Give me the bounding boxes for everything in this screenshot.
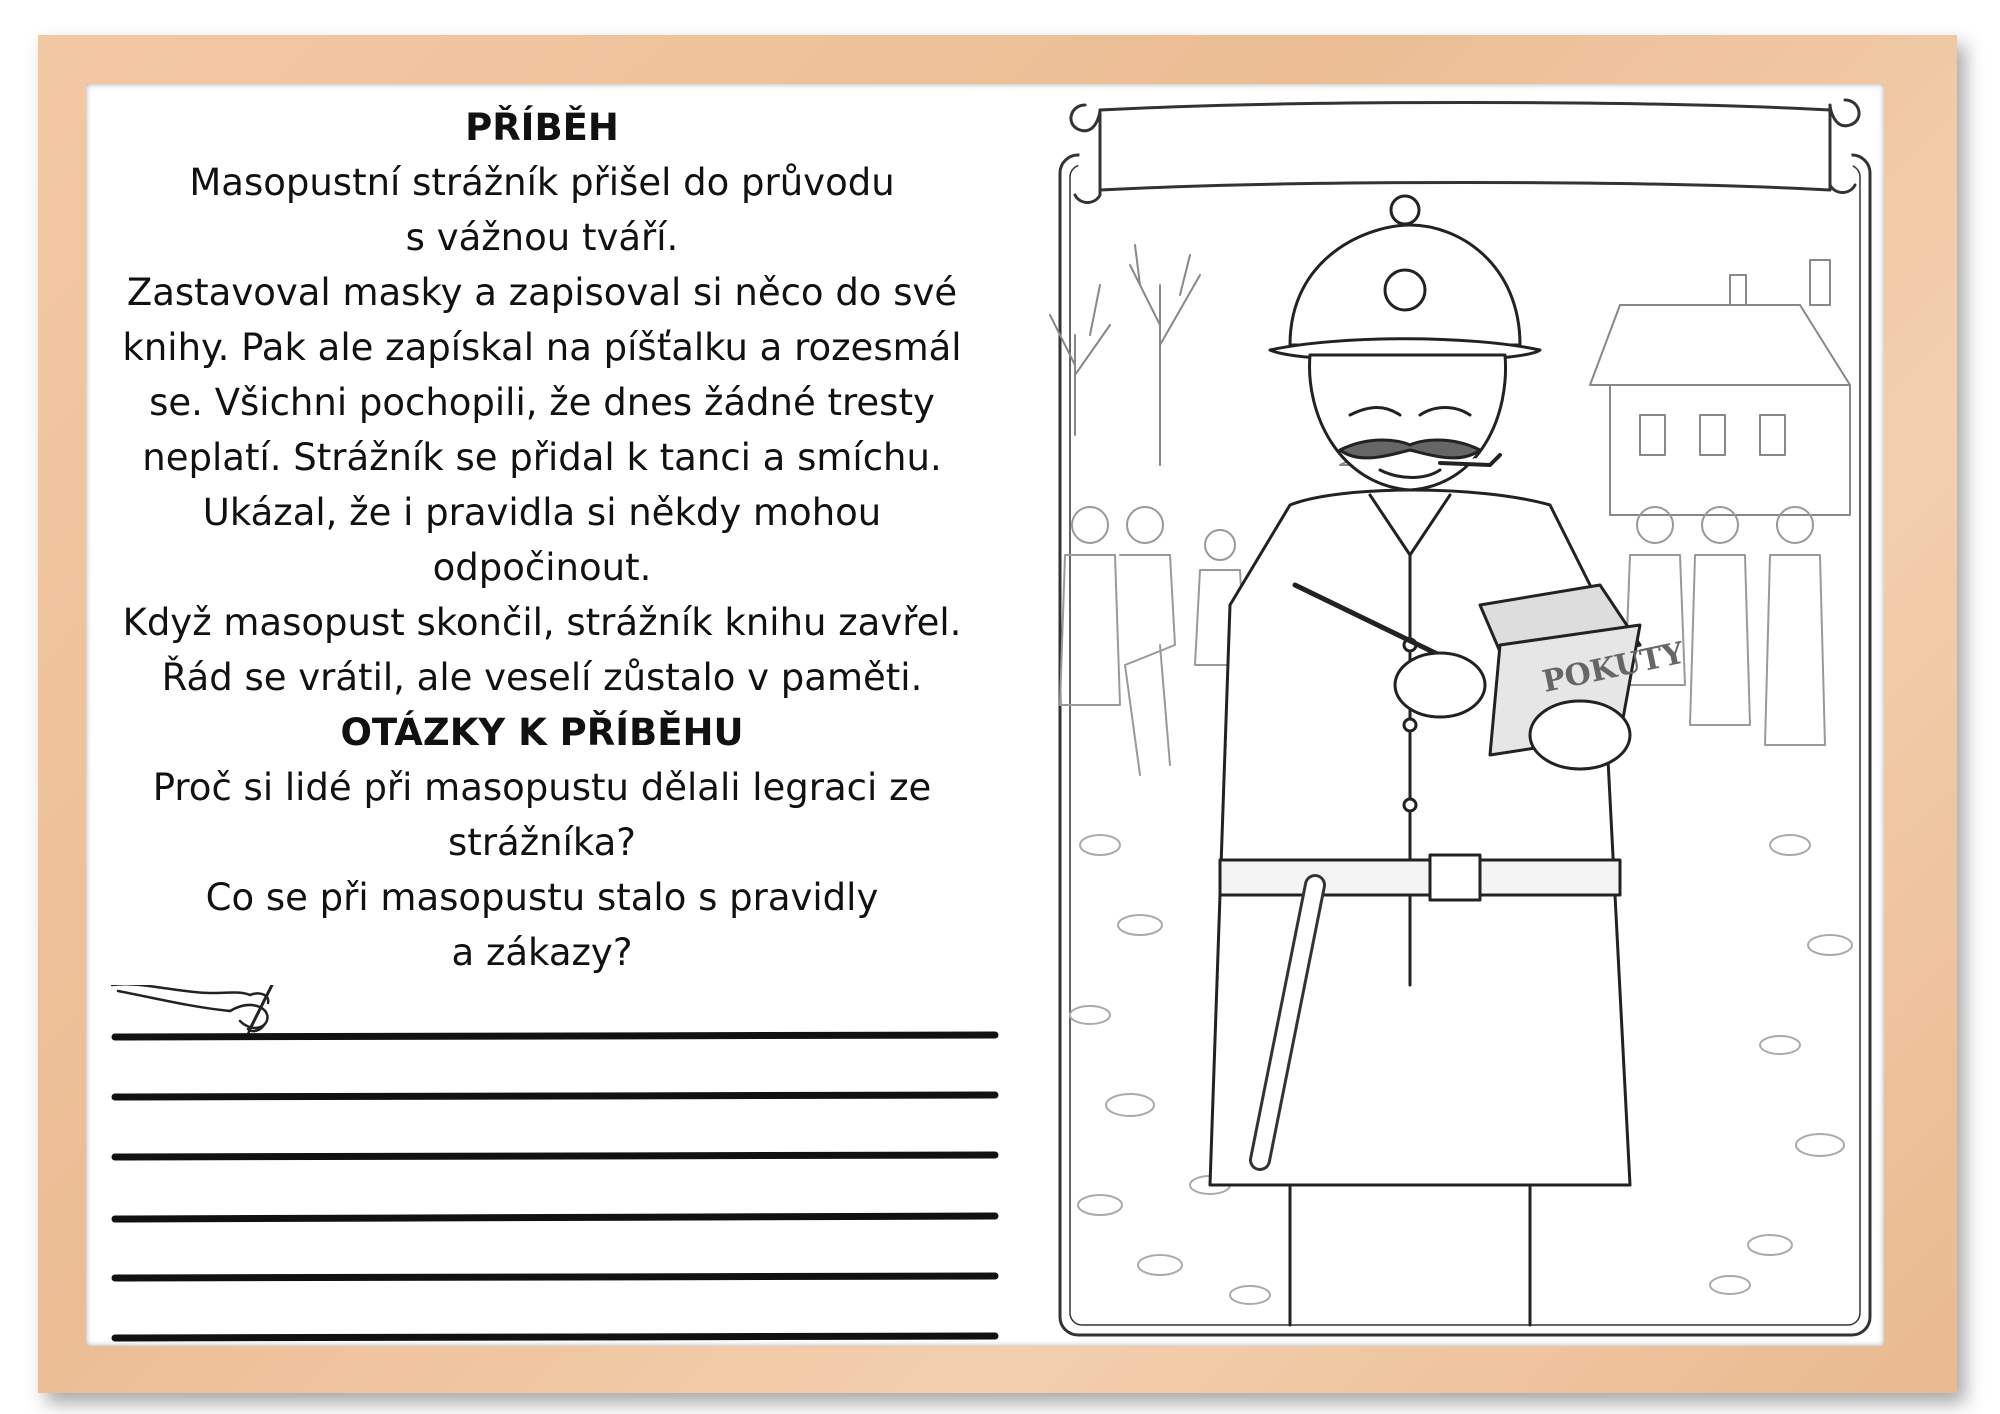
story-title: PŘÍBĚH <box>465 106 619 149</box>
policeman-figure <box>1210 196 1640 1325</box>
story-line: Ukázal, že i pravidla si někdy mohou <box>202 491 882 534</box>
story-line: odpočinout. <box>432 546 652 589</box>
book-title: POKUTY <box>1539 635 1688 700</box>
story-line: knihy. Pak ale zapískal na píšťalku a rozesmál <box>122 326 962 369</box>
question-line: Proč si lidé při masopustu dělali legraci ze <box>152 766 932 809</box>
story-line: Řád se vrátil, ale veselí zůstalo v paměti. <box>161 656 923 699</box>
story-column <box>92 100 992 980</box>
story-line: Masopustní strážník přišel do průvodu <box>189 161 895 204</box>
story-line: Zastavoval masky a zapisoval si něco do své <box>126 271 958 314</box>
story-line: Když masopust skončil, strážník knihu zavřel. <box>122 601 962 644</box>
question-line: a zákazy? <box>451 931 633 974</box>
story-line: s vážnou tváří. <box>405 216 679 259</box>
answer-area <box>100 985 1010 1345</box>
writing-hand-icon <box>112 985 278 1037</box>
questions-title: OTÁZKY K PŘÍBĚHU <box>340 711 744 754</box>
banner-scroll <box>1071 100 1859 203</box>
story-line: se. Všichni pochopili, že dnes žádné tresty <box>149 381 935 424</box>
question-line: Co se při masopustu stalo s pravidly <box>205 876 879 919</box>
coloring-illustration <box>1040 85 1890 1340</box>
answer-lines <box>115 1035 995 1338</box>
story-line: neplatí. Strážník se přidal k tanci a smíchu. <box>142 436 942 479</box>
question-line: strážníka? <box>448 821 636 864</box>
